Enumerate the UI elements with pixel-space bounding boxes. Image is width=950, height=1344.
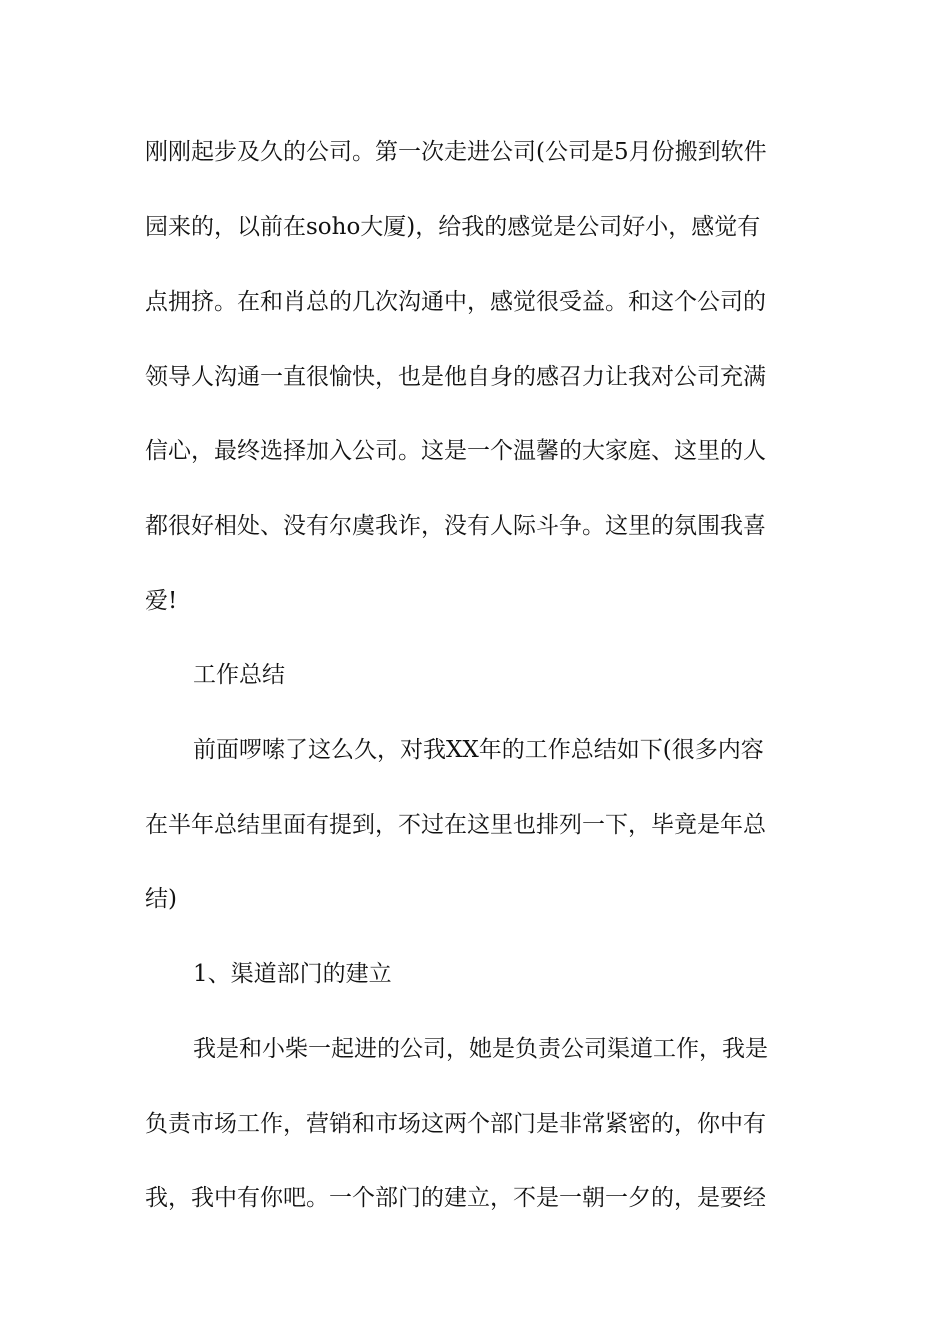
- text-line: 在半年总结里面有提到，不过在这里也排列一下，毕竟是年总: [145, 812, 766, 838]
- text-line: 信心，最终选择加入公司。这是一个温馨的大家庭、这里的人: [145, 438, 766, 464]
- text-line: 我是和小柴一起进的公司，她是负责公司渠道工作，我是: [193, 1036, 768, 1062]
- text-line: 结): [145, 886, 177, 912]
- text-line: 都很好相处、没有尔虞我诈，没有人际斗争。这里的氛围我喜: [145, 513, 766, 539]
- text-line: 刚刚起步及久的公司。第一次走进公司(公司是5月份搬到软件: [145, 139, 767, 165]
- text-line: 前面啰嗦了这么久，对我XX年的工作总结如下(很多内容: [193, 737, 764, 763]
- text-line: 负责市场工作，营销和市场这两个部门是非常紧密的，你中有: [145, 1111, 766, 1137]
- text-line: 点拥挤。在和肖总的几次沟通中，感觉很受益。和这个公司的: [145, 289, 766, 315]
- section-heading: 工作总结: [193, 662, 285, 688]
- subsection-heading: 1、渠道部门的建立: [193, 961, 392, 987]
- text-line: 领导人沟通一直很愉快，也是他自身的感召力让我对公司充满: [145, 364, 766, 390]
- text-line: 我，我中有你吧。一个部门的建立，不是一朝一夕的，是要经: [145, 1185, 766, 1211]
- text-line: 爱!: [145, 588, 178, 614]
- text-line: 园来的，以前在soho大厦)，给我的感觉是公司好小，感觉有: [145, 214, 761, 240]
